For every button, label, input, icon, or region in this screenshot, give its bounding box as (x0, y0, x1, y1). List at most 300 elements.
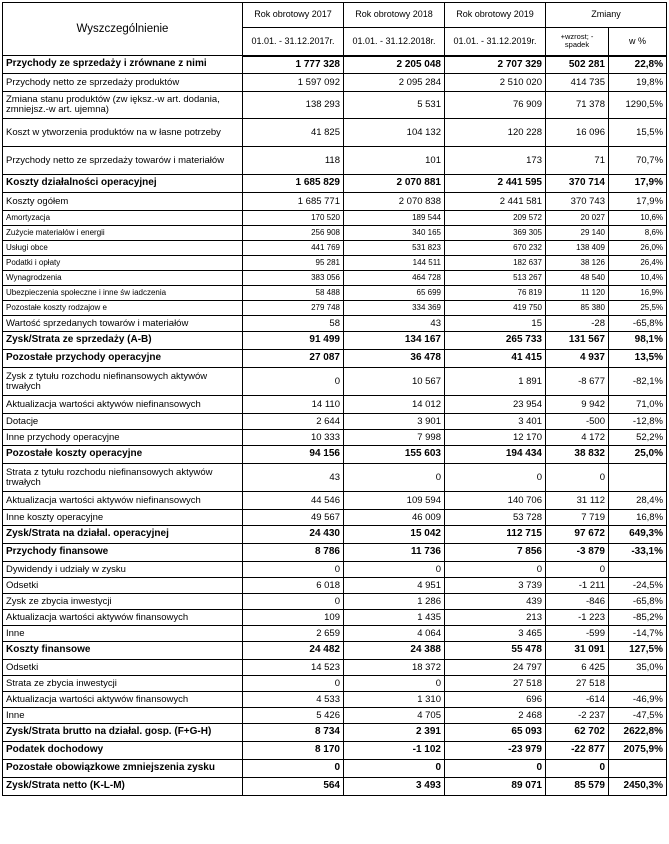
table-row (3, 708, 667, 724)
value-percent: 8,6% (609, 226, 667, 241)
table-row (3, 147, 667, 175)
value-change: 31 091 (546, 642, 609, 660)
value-change: 0 (546, 464, 609, 492)
value-2017: 44 546 (243, 492, 344, 510)
table-row (3, 368, 667, 396)
value-percent: -82,1% (609, 368, 667, 396)
value-percent: 28,4% (609, 492, 667, 510)
value-2019: 23 954 (445, 396, 546, 414)
row-label: Pozostałe koszty operacyjne (3, 446, 243, 464)
value-2017: 14 523 (243, 660, 344, 676)
row-label: Inne koszty operacyjne (3, 510, 243, 526)
value-change: -614 (546, 692, 609, 708)
value-2018: 14 012 (344, 396, 445, 414)
value-2019: 194 434 (445, 446, 546, 464)
header-2017-bottom: 01.01. - 31.12.2017r. (243, 28, 344, 56)
value-2019: 1 891 (445, 368, 546, 396)
header-zmiany: Zmiany (546, 3, 667, 28)
value-2018: 46 009 (344, 510, 445, 526)
row-label: Przychody netto ze sprzedaży produktów (3, 74, 243, 92)
row-label: Koszty ogółem (3, 193, 243, 211)
value-2019: 265 733 (445, 332, 546, 350)
value-2019: 2 441 595 (445, 175, 546, 193)
value-2019: 2 707 329 (445, 56, 546, 74)
value-2017: 109 (243, 610, 344, 626)
row-label: Koszty działalności operacyjnej (3, 175, 243, 193)
value-2017: 118 (243, 147, 344, 175)
value-2018: 0 (344, 676, 445, 692)
value-percent: -65,8% (609, 316, 667, 332)
row-label: Inne (3, 708, 243, 724)
value-percent: 16,9% (609, 286, 667, 301)
value-2019: 140 706 (445, 492, 546, 510)
row-label: Pozostałe obowiązkowe zmniejszenia zysku (3, 760, 243, 778)
value-2018: 109 594 (344, 492, 445, 510)
value-2017: 0 (243, 676, 344, 692)
row-label: Dywidendy i udziały w zysku (3, 562, 243, 578)
row-label: Zysk/Strata ze sprzedaży (A-B) (3, 332, 243, 350)
row-label: Przychody ze sprzedaży i zrównane z nimi (3, 56, 243, 74)
row-label: Wartość sprzedanych towarów i materiałów (3, 316, 243, 332)
value-change: 97 672 (546, 526, 609, 544)
table-row (3, 742, 667, 760)
value-2019: 513 267 (445, 271, 546, 286)
table-row (3, 56, 667, 74)
value-2017: 14 110 (243, 396, 344, 414)
value-2018: 1 286 (344, 594, 445, 610)
row-label: Dotacje (3, 414, 243, 430)
table-row (3, 660, 667, 676)
value-change: 9 942 (546, 396, 609, 414)
value-percent (609, 464, 667, 492)
value-change: -1 211 (546, 578, 609, 594)
value-percent: -46,9% (609, 692, 667, 708)
value-change: 48 540 (546, 271, 609, 286)
value-2019: 3 401 (445, 414, 546, 430)
value-2019: 0 (445, 562, 546, 578)
value-change: 7 719 (546, 510, 609, 526)
value-2018: 5 531 (344, 92, 445, 119)
table-row (3, 256, 667, 271)
value-2017: 279 748 (243, 301, 344, 316)
value-2017: 383 056 (243, 271, 344, 286)
value-2018: 18 372 (344, 660, 445, 676)
row-label: Zysk z tytułu rozchodu niefinansowych aktywów trwałych (3, 368, 243, 396)
value-2019: 120 228 (445, 119, 546, 147)
value-2017: 6 018 (243, 578, 344, 594)
value-2019: 7 856 (445, 544, 546, 562)
table-row (3, 74, 667, 92)
value-2019: 15 (445, 316, 546, 332)
value-change: 16 096 (546, 119, 609, 147)
value-2017: 1 777 328 (243, 56, 344, 74)
value-percent: 16,8% (609, 510, 667, 526)
row-label: Podatek dochodowy (3, 742, 243, 760)
value-2018: 340 165 (344, 226, 445, 241)
row-label: Zużycie materiałów i energii (3, 226, 243, 241)
value-2019: 0 (445, 464, 546, 492)
value-percent: 52,2% (609, 430, 667, 446)
value-2019: 213 (445, 610, 546, 626)
value-2019: 670 232 (445, 241, 546, 256)
value-change: 71 378 (546, 92, 609, 119)
value-2018: 2 095 284 (344, 74, 445, 92)
value-percent (609, 760, 667, 778)
value-2017: 41 825 (243, 119, 344, 147)
value-2017: 8 786 (243, 544, 344, 562)
table-row (3, 193, 667, 211)
table-row (3, 760, 667, 778)
value-2017: 1 597 092 (243, 74, 344, 92)
value-change: -22 877 (546, 742, 609, 760)
value-2017: 138 293 (243, 92, 344, 119)
value-2018: 189 544 (344, 211, 445, 226)
value-2017: 170 520 (243, 211, 344, 226)
value-2017: 27 087 (243, 350, 344, 368)
value-percent: 71,0% (609, 396, 667, 414)
row-label: Usługi obce (3, 241, 243, 256)
value-percent: -47,5% (609, 708, 667, 724)
value-percent: 2075,9% (609, 742, 667, 760)
row-label: Inne (3, 626, 243, 642)
value-percent: 2450,3% (609, 778, 667, 796)
value-percent: 649,3% (609, 526, 667, 544)
value-2017: 0 (243, 562, 344, 578)
value-percent (609, 676, 667, 692)
value-2018: 2 070 838 (344, 193, 445, 211)
value-change: 414 735 (546, 74, 609, 92)
value-2017: 43 (243, 464, 344, 492)
value-2019: 419 750 (445, 301, 546, 316)
row-label: Ubezpieczenia społeczne i inne św iadczenia (3, 286, 243, 301)
value-change: 85 380 (546, 301, 609, 316)
value-change: 4 937 (546, 350, 609, 368)
table-row (3, 332, 667, 350)
value-2017: 564 (243, 778, 344, 796)
value-2018: 134 167 (344, 332, 445, 350)
value-change: 27 518 (546, 676, 609, 692)
table-row (3, 626, 667, 642)
row-label: Zysk ze zbycia inwestycji (3, 594, 243, 610)
value-2019: 182 637 (445, 256, 546, 271)
value-2019: 439 (445, 594, 546, 610)
table-row (3, 692, 667, 708)
value-change: -500 (546, 414, 609, 430)
value-2018: 3 493 (344, 778, 445, 796)
value-2019: 3 465 (445, 626, 546, 642)
value-change: 370 743 (546, 193, 609, 211)
value-change: 38 126 (546, 256, 609, 271)
value-change: 31 112 (546, 492, 609, 510)
value-2017: 24 482 (243, 642, 344, 660)
value-percent: 2622,8% (609, 724, 667, 742)
value-change: -28 (546, 316, 609, 332)
value-percent: 19,8% (609, 74, 667, 92)
value-2017: 4 533 (243, 692, 344, 708)
table-body (3, 56, 667, 796)
value-2017: 5 426 (243, 708, 344, 724)
row-label: Zysk/Strata brutto na działal. gosp. (F+G-H) (3, 724, 243, 742)
value-change: 29 140 (546, 226, 609, 241)
value-percent: -33,1% (609, 544, 667, 562)
value-2018: 7 998 (344, 430, 445, 446)
value-2018: 144 511 (344, 256, 445, 271)
value-change: 71 (546, 147, 609, 175)
value-2017: 58 488 (243, 286, 344, 301)
row-label: Koszt w ytworzenia produktów na w łasne potrzeby (3, 119, 243, 147)
value-percent: 26,4% (609, 256, 667, 271)
value-change: 0 (546, 760, 609, 778)
header-2019-bottom: 01.01. - 31.12.2019r. (445, 28, 546, 56)
value-2018: 2 070 881 (344, 175, 445, 193)
table-row (3, 724, 667, 742)
value-change: 85 579 (546, 778, 609, 796)
value-change: 6 425 (546, 660, 609, 676)
table-header (3, 3, 667, 56)
value-2019: 53 728 (445, 510, 546, 526)
value-2018: 0 (344, 464, 445, 492)
value-2017: 1 685 829 (243, 175, 344, 193)
value-2017: 95 281 (243, 256, 344, 271)
value-change: -3 879 (546, 544, 609, 562)
table-row (3, 316, 667, 332)
value-2019: 89 071 (445, 778, 546, 796)
value-2019: 0 (445, 760, 546, 778)
table-row (3, 301, 667, 316)
value-percent: 15,5% (609, 119, 667, 147)
value-2018: 155 603 (344, 446, 445, 464)
table-row (3, 594, 667, 610)
table-row (3, 562, 667, 578)
value-2018: 15 042 (344, 526, 445, 544)
value-2017: 0 (243, 594, 344, 610)
value-2019: 2 441 581 (445, 193, 546, 211)
row-label: Aktualizacja wartości aktywów niefinansowych (3, 396, 243, 414)
table-row (3, 544, 667, 562)
value-change: 20 027 (546, 211, 609, 226)
value-percent: 10,6% (609, 211, 667, 226)
value-2018: 2 391 (344, 724, 445, 742)
value-percent (609, 562, 667, 578)
value-2018: 531 823 (344, 241, 445, 256)
value-2017: 2 644 (243, 414, 344, 430)
value-percent: 70,7% (609, 147, 667, 175)
value-change: 0 (546, 562, 609, 578)
value-2018: 334 369 (344, 301, 445, 316)
value-2017: 58 (243, 316, 344, 332)
value-2019: 2 510 020 (445, 74, 546, 92)
value-2019: 369 305 (445, 226, 546, 241)
value-2019: 27 518 (445, 676, 546, 692)
value-2019: 12 170 (445, 430, 546, 446)
value-2018: -1 102 (344, 742, 445, 760)
table-row (3, 430, 667, 446)
table-row (3, 578, 667, 594)
table-row (3, 778, 667, 796)
value-2018: 101 (344, 147, 445, 175)
value-percent: -14,7% (609, 626, 667, 642)
value-2018: 3 901 (344, 414, 445, 430)
table-row (3, 510, 667, 526)
table-row (3, 464, 667, 492)
value-2018: 1 310 (344, 692, 445, 708)
value-2018: 4 064 (344, 626, 445, 642)
value-2018: 1 435 (344, 610, 445, 626)
row-label: Amortyzacja (3, 211, 243, 226)
value-2017: 94 156 (243, 446, 344, 464)
value-2019: 65 093 (445, 724, 546, 742)
value-2019: 41 415 (445, 350, 546, 368)
value-percent: -24,5% (609, 578, 667, 594)
row-label: Zysk/Strata na działal. operacyjnej (3, 526, 243, 544)
value-2018: 43 (344, 316, 445, 332)
row-label: Zmiana stanu produktów (zw iększ.-w art. dodania, zmniejsz.-w art. ujemna) (3, 92, 243, 119)
value-2018: 464 728 (344, 271, 445, 286)
value-2017: 441 769 (243, 241, 344, 256)
header-2017-top: Rok obrotowy 2017 (243, 3, 344, 28)
table-row (3, 676, 667, 692)
value-2019: -23 979 (445, 742, 546, 760)
value-percent: 1290,5% (609, 92, 667, 119)
table-row (3, 492, 667, 510)
table-row (3, 526, 667, 544)
table-row (3, 414, 667, 430)
value-change: 502 281 (546, 56, 609, 74)
value-change: 62 702 (546, 724, 609, 742)
value-2018: 0 (344, 760, 445, 778)
value-2019: 76 819 (445, 286, 546, 301)
value-percent: -85,2% (609, 610, 667, 626)
value-change: 4 172 (546, 430, 609, 446)
value-2019: 209 572 (445, 211, 546, 226)
row-label: Podatki i opłaty (3, 256, 243, 271)
row-label: Przychody netto ze sprzedaży towarów i materiałów (3, 147, 243, 175)
value-percent: 26,0% (609, 241, 667, 256)
table-row (3, 226, 667, 241)
value-percent: 17,9% (609, 193, 667, 211)
table-row (3, 396, 667, 414)
value-percent: -65,8% (609, 594, 667, 610)
financial-statement-table (2, 2, 667, 796)
header-title: Wyszczególnienie (3, 3, 243, 56)
value-2019: 55 478 (445, 642, 546, 660)
value-2018: 11 736 (344, 544, 445, 562)
table-row (3, 610, 667, 626)
table-row (3, 92, 667, 119)
value-change: -599 (546, 626, 609, 642)
row-label: Odsetki (3, 660, 243, 676)
value-2018: 0 (344, 562, 445, 578)
header-wzrost: +wzrost; -spadek (546, 28, 609, 56)
value-2017: 256 908 (243, 226, 344, 241)
value-percent: 25,5% (609, 301, 667, 316)
value-2017: 1 685 771 (243, 193, 344, 211)
value-2019: 112 715 (445, 526, 546, 544)
table-row (3, 119, 667, 147)
value-2017: 8 170 (243, 742, 344, 760)
value-change: -2 237 (546, 708, 609, 724)
value-change: -8 677 (546, 368, 609, 396)
row-label: Strata ze zbycia inwestycji (3, 676, 243, 692)
value-2019: 76 909 (445, 92, 546, 119)
value-2019: 2 468 (445, 708, 546, 724)
header-percent: w % (609, 28, 667, 56)
value-2017: 2 659 (243, 626, 344, 642)
value-2017: 0 (243, 760, 344, 778)
value-2018: 65 699 (344, 286, 445, 301)
row-label: Odsetki (3, 578, 243, 594)
table-row (3, 175, 667, 193)
value-change: -846 (546, 594, 609, 610)
value-2018: 2 205 048 (344, 56, 445, 74)
value-percent: 17,9% (609, 175, 667, 193)
value-2019: 173 (445, 147, 546, 175)
value-2018: 10 567 (344, 368, 445, 396)
row-label: Aktualizacja wartości aktywów niefinansowych (3, 492, 243, 510)
row-label: Koszty finansowe (3, 642, 243, 660)
row-label: Przychody finansowe (3, 544, 243, 562)
value-2018: 104 132 (344, 119, 445, 147)
value-2019: 3 739 (445, 578, 546, 594)
value-percent: 35,0% (609, 660, 667, 676)
value-percent: 22,8% (609, 56, 667, 74)
value-2018: 36 478 (344, 350, 445, 368)
table-row (3, 271, 667, 286)
table-row (3, 350, 667, 368)
value-percent: -12,8% (609, 414, 667, 430)
value-2017: 10 333 (243, 430, 344, 446)
table-row (3, 446, 667, 464)
value-2019: 24 797 (445, 660, 546, 676)
header-2019-top: Rok obrotowy 2019 (445, 3, 546, 28)
value-2019: 696 (445, 692, 546, 708)
table-row (3, 241, 667, 256)
value-2018: 24 388 (344, 642, 445, 660)
value-2017: 24 430 (243, 526, 344, 544)
value-change: 138 409 (546, 241, 609, 256)
table-row (3, 211, 667, 226)
value-percent: 10,4% (609, 271, 667, 286)
value-percent: 13,5% (609, 350, 667, 368)
row-label: Pozostałe przychody operacyjne (3, 350, 243, 368)
row-label: Inne przychody operacyjne (3, 430, 243, 446)
row-label: Wynagrodzenia (3, 271, 243, 286)
row-label: Aktualizacja wartości aktywów finansowych (3, 692, 243, 708)
value-2017: 49 567 (243, 510, 344, 526)
row-label: Zysk/Strata netto (K-L-M) (3, 778, 243, 796)
value-percent: 98,1% (609, 332, 667, 350)
header-2018-top: Rok obrotowy 2018 (344, 3, 445, 28)
table-row (3, 642, 667, 660)
value-2017: 91 499 (243, 332, 344, 350)
value-percent: 25,0% (609, 446, 667, 464)
row-label: Strata z tytułu rozchodu niefinansowych aktywów trwałych (3, 464, 243, 492)
value-change: -1 223 (546, 610, 609, 626)
value-2017: 0 (243, 368, 344, 396)
value-change: 131 567 (546, 332, 609, 350)
value-change: 38 832 (546, 446, 609, 464)
value-change: 11 120 (546, 286, 609, 301)
value-2018: 4 951 (344, 578, 445, 594)
table-row (3, 286, 667, 301)
value-change: 370 714 (546, 175, 609, 193)
row-label: Pozostałe koszty rodzajow e (3, 301, 243, 316)
row-label: Aktualizacja wartości aktywów finansowych (3, 610, 243, 626)
value-percent: 127,5% (609, 642, 667, 660)
value-2017: 8 734 (243, 724, 344, 742)
value-2018: 4 705 (344, 708, 445, 724)
header-2018-bottom: 01.01. - 31.12.2018r. (344, 28, 445, 56)
